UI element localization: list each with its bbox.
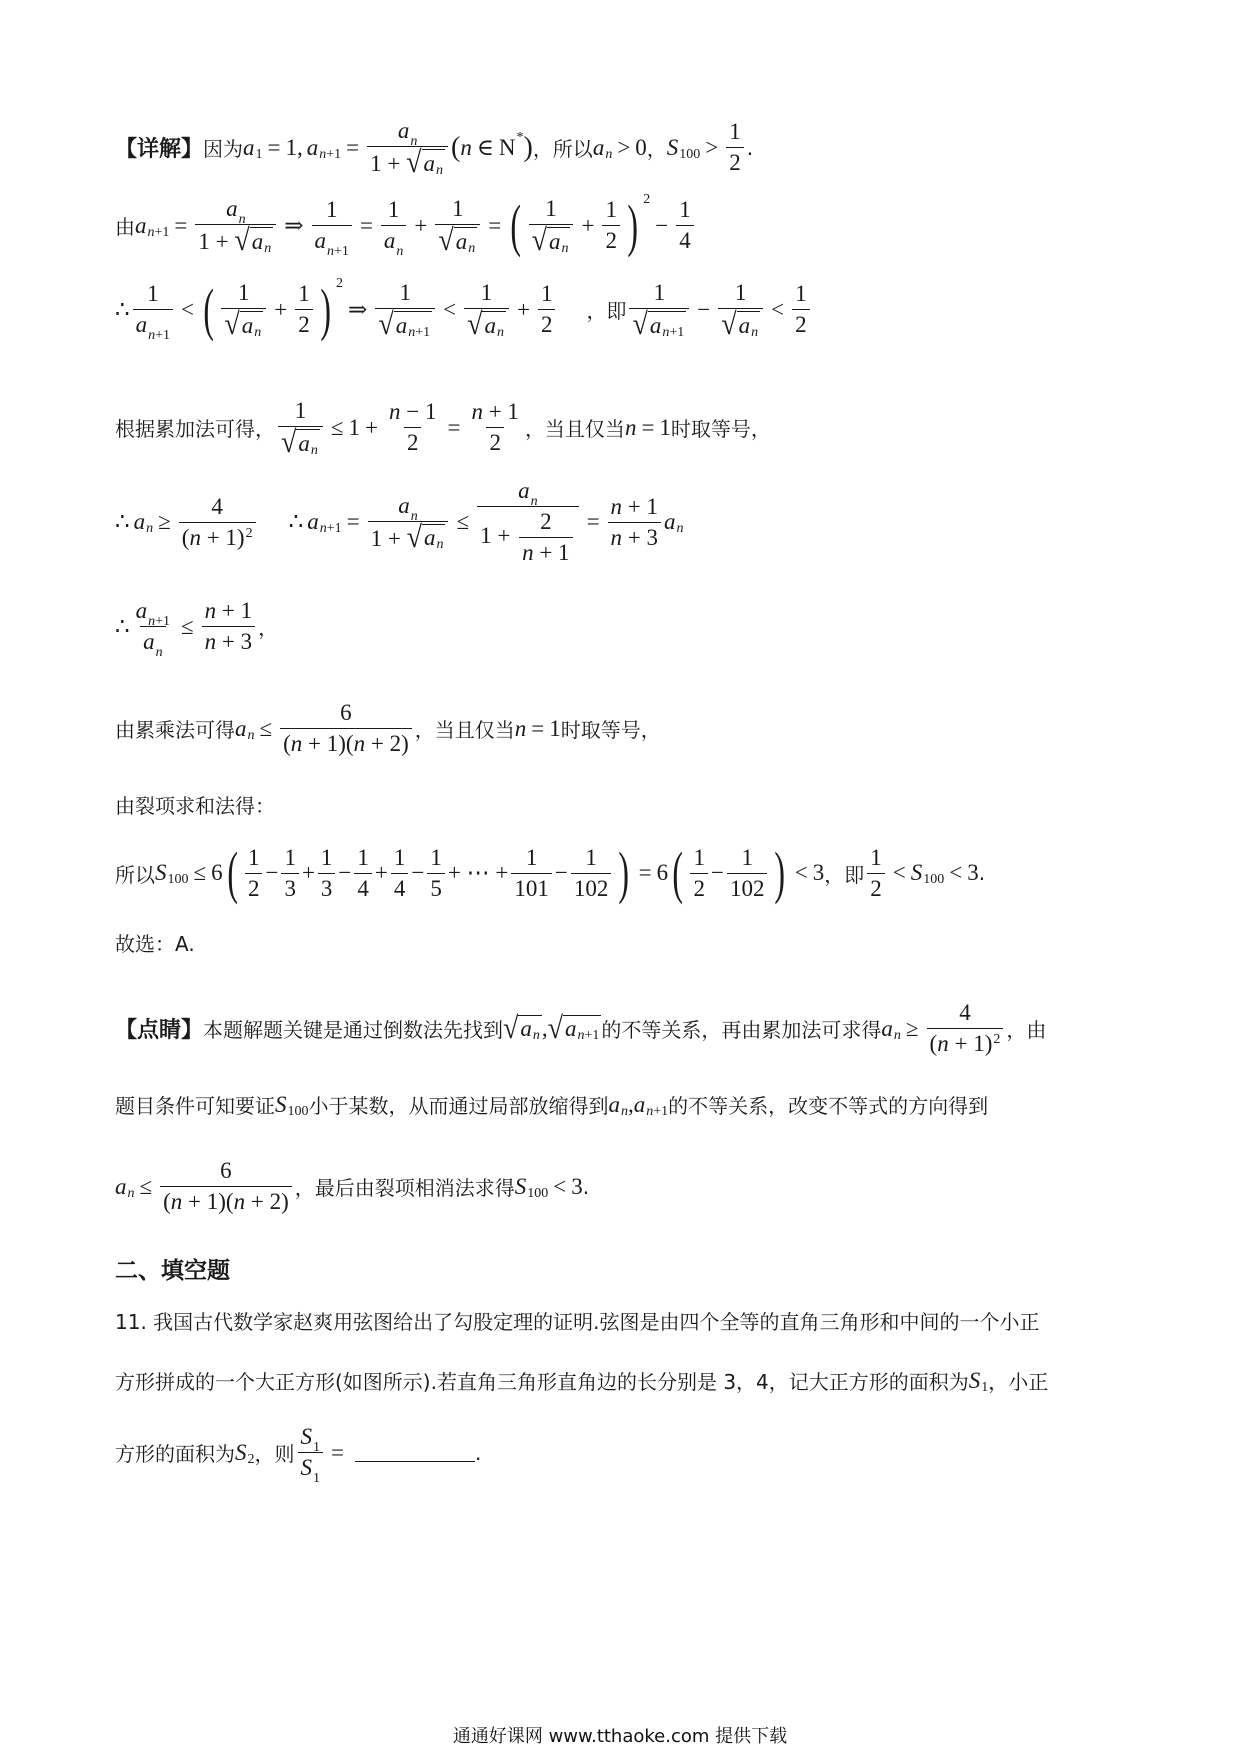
- comment-tag: 【点睛】: [115, 1018, 204, 1043]
- step7-prefix: 由累乘法可得: [115, 718, 235, 742]
- answer-line: [115, 928, 195, 957]
- detail-line-4: [115, 398, 771, 460]
- eq-s100-gt: S 100 > $\frac{1}{2}$: [667, 119, 747, 176]
- eq-pos: a n > 0: [592, 134, 647, 162]
- q11-line-2: [115, 1366, 1048, 1395]
- q11-line2-a: 方形拼成的一个大正方形(如图所示).若直角三角形直角边的长分别是 3，4，记大正方形的面积为: [115, 1370, 969, 1394]
- detail-comma: ，: [646, 137, 667, 161]
- eq-bound-b: a n ≤ $\frac{6}{(n + 1)(n + 2)}$: [235, 700, 415, 757]
- eq-final-range: $\frac{1}{2}$ < S 100 < 3: [864, 845, 978, 902]
- eq-diff: 1 √ a n+1 − 1 √ a n < $\frac{1}{2}$: [626, 280, 812, 339]
- step2-you: 由: [115, 215, 135, 239]
- step4-suffix: ，当且仅当: [524, 417, 625, 441]
- detail-line-7: [115, 700, 661, 757]
- comment-line-3: [115, 1158, 589, 1215]
- q11-line3-c: .: [474, 1440, 482, 1465]
- detail-line-2: [115, 191, 697, 259]
- eq-bound-a: ∴ a n ≥ $\frac{4}{(n + 1)^2}$ ∴ a n+1 = $a_n$ 1 + √ a n ≤ $a_n$ 1 + $\frac{2}{n + 1}$ = $\frac{n + 1}{n + 3}$ a n: [115, 478, 684, 565]
- detail-suoyi: ，所以: [532, 137, 593, 161]
- comment-line2-b: 小于某数，从而通过局部放缩得到: [308, 1094, 609, 1118]
- comment-line-2: [115, 1090, 988, 1119]
- comment-line3-a: ，最后由裂项相消法求得: [294, 1176, 515, 1200]
- comment-line-1: [115, 1000, 1046, 1057]
- eq-n1a: n = 1: [624, 414, 671, 440]
- eq-ratio-s: $\frac{S_1}{S_1}$ =: [295, 1424, 349, 1481]
- detail-line-8: [115, 790, 275, 819]
- eq-s2: S 2: [235, 1439, 255, 1467]
- comment-line2-a: 题目条件可知要证: [115, 1094, 275, 1118]
- detail-line-1: [115, 118, 754, 180]
- detail-line-5: [115, 478, 684, 566]
- step7-suffix2: 时取等号，: [560, 718, 661, 742]
- step7-suffix: ，当且仅当: [414, 718, 515, 742]
- detail-line-6: [115, 598, 279, 660]
- step9-prefix: 所以: [115, 862, 155, 887]
- detail-because: 因为: [203, 137, 244, 161]
- eq-sqrt-pair: √ a n , √ a n+1: [503, 1010, 600, 1045]
- eq-initial: a 1 = 1, a n+1 = $a_n$ 1 + √ a n ( n ∈ N * ): [243, 118, 533, 180]
- footer: 通通好课网 www.tthaoke.com 提供下载: [452, 1726, 788, 1747]
- q11-line1: 11. 我国古代数学家赵爽用弦图给出了勾股定理的证明.弦图是由四个全等的直角三角形和中间的一个小正: [115, 1310, 1040, 1334]
- section-title-text: 二、填空题: [115, 1258, 230, 1284]
- step8-text: 由裂项求和法得：: [115, 794, 275, 818]
- eq-telescoping: S 100 ≤ 6 ( $\frac{1}{2}$ − $\frac{1}{3}$ + $\frac{1}{3}$ − $\frac{1}{4}$ + $\frac{1}{4}$ − $\frac{1}{5}$ + ⋯ + $\frac{1}{101}$ − $\frac{1}{102}$ ) = 6 ( $\frac{1}{2}$ − $\frac{1}{102}$ ) < 3: [155, 840, 825, 905]
- step4-prefix: 根据累加法可得，: [115, 417, 275, 441]
- eq-an-pair: a n , a n+1: [608, 1091, 669, 1119]
- q11-line-1: [115, 1306, 1040, 1335]
- eq-s100: S 100: [275, 1091, 309, 1119]
- q11-line2-b: ，小正: [988, 1370, 1049, 1394]
- detail-line-3: [115, 275, 813, 343]
- answer-text: 故选：A.: [115, 932, 195, 956]
- eq-comment-bound-b: a n ≤ $\frac{6}{(n + 1)(n + 2)}$: [115, 1158, 295, 1215]
- q11-line3-b: ，则: [254, 1442, 295, 1466]
- detail-period: .: [746, 135, 754, 160]
- eq-s100-lt3: S 100 < 3: [514, 1173, 583, 1201]
- q11-line3-a: 方形的面积为: [115, 1442, 235, 1466]
- comment-line1-c: ，由: [1006, 1018, 1047, 1042]
- step9-ji: ，即: [824, 862, 865, 887]
- comment-line1-b: 的不等关系，再由累加法可求得: [601, 1018, 882, 1042]
- eq-s1: S 1: [968, 1367, 989, 1395]
- answer-blank[interactable]: [355, 1443, 475, 1462]
- eq-comment-bound: a n ≥ $\frac{4}{(n + 1)^2}$: [881, 1000, 1006, 1057]
- detail-tag: 【详解】: [115, 137, 204, 162]
- comment-line2-c: 的不等关系，改变不等式的方向得到: [668, 1094, 989, 1118]
- detail-line-9: [115, 840, 986, 905]
- eq-sum: 1 √ a n ≤ 1 + $\frac{n - 1}{2}$ = $\frac{n + 1}{2}$: [275, 398, 525, 457]
- q11-line-3: [115, 1424, 482, 1486]
- section-title: [115, 1252, 230, 1285]
- eq-ratio: ∴ $\frac{a_{n+1}}{a_n}$ ≤ $\frac{n + 1}{n + 3}$: [115, 598, 258, 655]
- comment-line3-b: .: [582, 1174, 590, 1199]
- eq-n1b: n = 1: [514, 715, 561, 741]
- step9-end: .: [978, 861, 986, 885]
- step4-suffix2: 时取等号，: [670, 417, 771, 441]
- step6-comma: ，: [258, 616, 279, 640]
- eq-ineq: ∴ $\frac{1}{a_{n+1}}$ < ( 1 √ a n + $\frac{1}{2}$ ) 2 ⇒ 1 √ a n+1 < 1 √ a n + $\frac{1}{2}$: [115, 280, 558, 339]
- step3-ji: ，即: [586, 299, 627, 323]
- eq-reciprocal: a n+1 = $a_n$ 1 + √ a n ⇒ $\frac{1}{a_{n+1}}$ = $\frac{1}{a_n}$ + 1 √ a n = ( 1 √ a n + $\frac{1}{2}$ ) 2 − $\frac{1}{4}$: [135, 196, 697, 255]
- comment-line1-a: 本题解题关键是通过倒数法先找到: [203, 1018, 504, 1042]
